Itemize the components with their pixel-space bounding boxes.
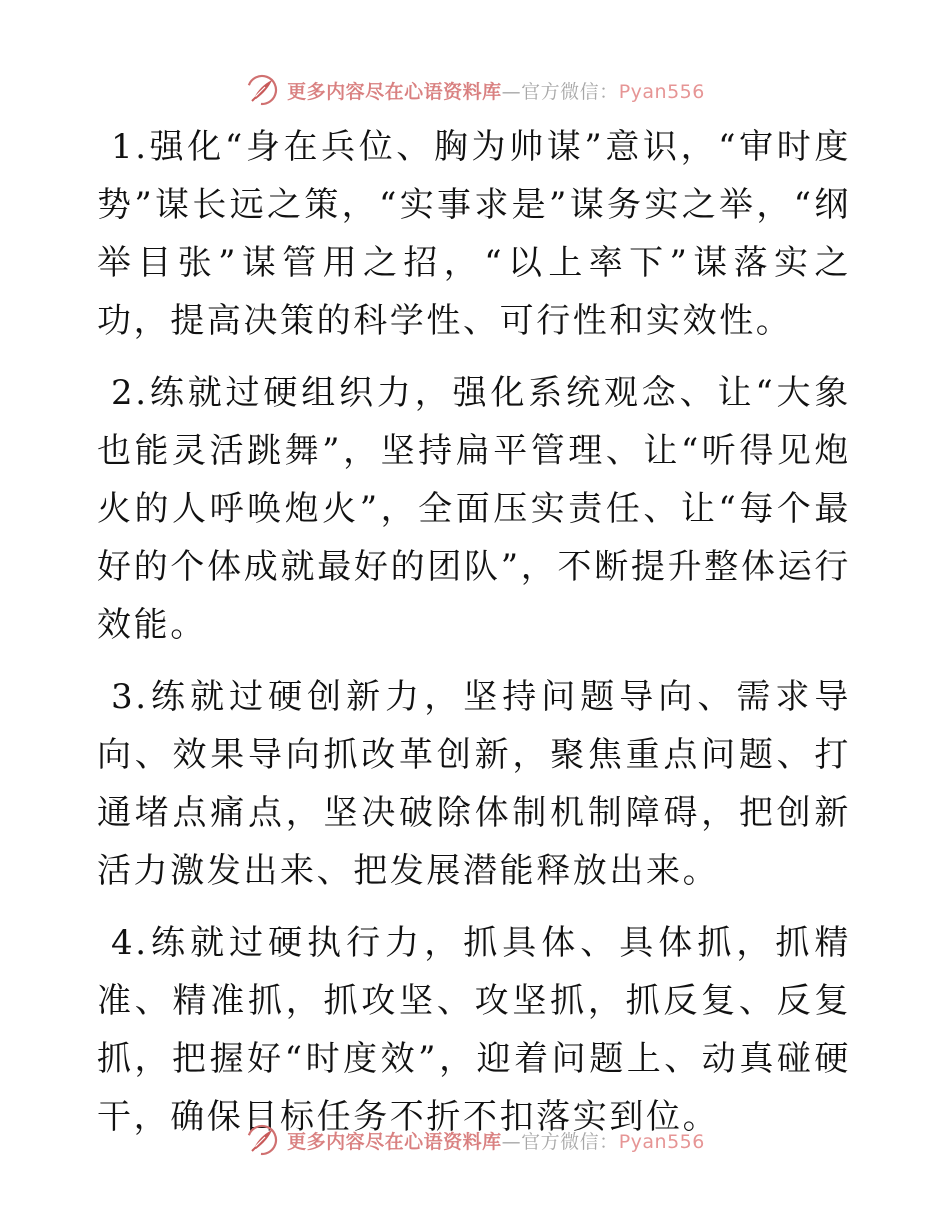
watermark-wechat-id: Pyan556 xyxy=(618,80,705,103)
watermark-text xyxy=(287,1127,705,1154)
watermark-text xyxy=(287,77,705,104)
watermark-brand: 更多内容尽在心语资料库 xyxy=(287,1130,502,1153)
paragraph-1: 1.强化“身在兵位、胸为帅谋”意识，“审时度势”谋长远之策，“实事求是”谋务实之举，“纲举目张”谋管用之招，“以上率下”谋落实之功，提高决策的科学性、可行性和实效性。 xyxy=(97,127,851,341)
watermark-wechat-label: 官方微信： xyxy=(521,80,619,103)
paragraph-4: 4.练就过硬执行力，抓具体、具体抓，抓精准、精准抓，抓攻坚、攻坚抓，抓反复、反复抓，把握好“时度效”，迎着问题上、动真碰硬干，确保目标任务不折不扣落实到位。 xyxy=(97,923,851,1137)
document-body xyxy=(97,118,851,1160)
feather-pen-logo-icon xyxy=(245,1123,279,1157)
watermark-wechat-id: Pyan556 xyxy=(618,1130,705,1153)
paragraph-3: 3.练就过硬创新力，坚持问题导向、需求导向、效果导向抓改革创新，聚焦重点问题、打通堵点痛点，坚决破除体制机制障碍，把创新活力激发出来、把发展潜能释放出来。 xyxy=(97,677,851,891)
header-watermark xyxy=(0,70,950,110)
watermark-brand: 更多内容尽在心语资料库 xyxy=(287,80,502,103)
watermark-separator: — xyxy=(501,80,522,103)
watermark-wechat-label: 官方微信： xyxy=(521,1130,619,1153)
watermark-separator: — xyxy=(501,1130,522,1153)
paragraph-2: 2.练就过硬组织力，强化系统观念、让“大象也能灵活跳舞”，坚持扁平管理、让“听得见炮火的人呼唤炮火”，全面压实责任、让“每个最好的个体成就最好的团队”，不断提升整体运行效能。 xyxy=(97,373,851,645)
feather-pen-logo-icon xyxy=(245,73,279,107)
footer-watermark xyxy=(0,1120,950,1160)
